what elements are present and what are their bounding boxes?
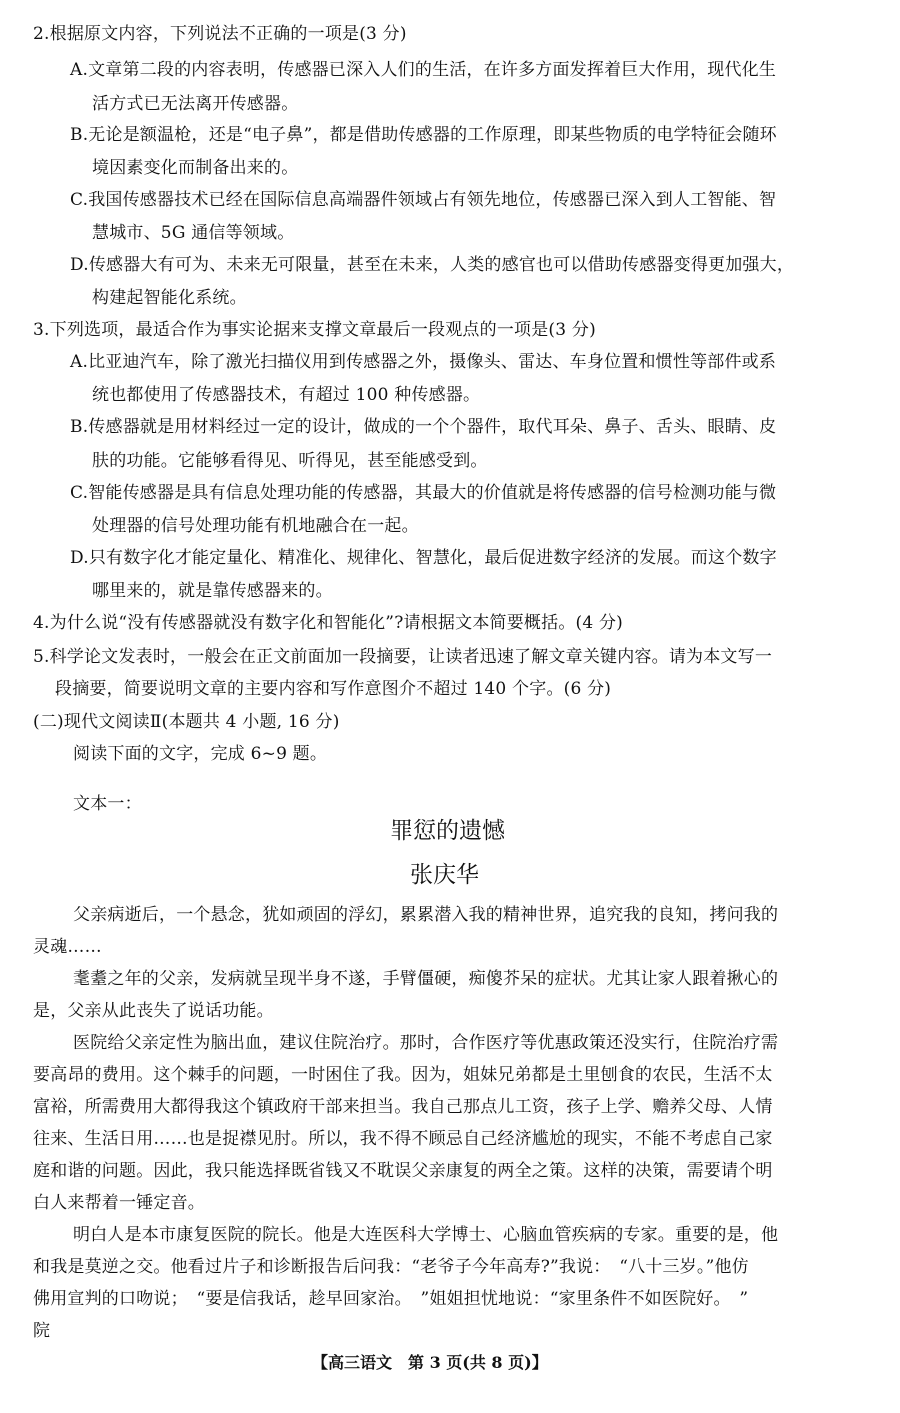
text-label: 文本一： — [73, 794, 142, 814]
question-4-stem: 4.为什么说“没有传感器就没有数字化和智能化”?请根据文本简要概括。(4 分) — [33, 613, 623, 633]
q3-option-b-line1: B.传感器就是用材料经过一定的设计，做成的一个个器件，取代耳朵、鼻子、舌头、眼睛、皮 — [70, 417, 777, 437]
q3-option-a-line2: 统也都使用了传感器技术，有超过 100 种传感器。 — [92, 385, 481, 405]
q2-option-a-line2: 活方式已无法离开传感器。 — [92, 94, 299, 114]
paragraph-1-line1: 父亲病逝后，一个悬念，犹如顽固的浮幻，累累潜入我的精神世界，追究我的良知，拷问我的 — [73, 905, 779, 925]
paragraph-4-line2: 和我是莫逆之交。他看过片子和诊断报告后问我：“老爷子今年高寿?”我说： “八十三岁。”他仿 — [33, 1257, 749, 1277]
paragraph-4-line1: 明白人是本市康复医院的院长。他是大连医科大学博士、心脑血管疾病的专家。重要的是，他 — [73, 1225, 779, 1245]
q3-option-d-line1: D.只有数字化才能定量化、精准化、规律化、智慧化，最后促进数字经济的发展。而这个数字 — [70, 548, 777, 568]
q2-option-c-line1: C.我国传感器技术已经在国际信息高端器件领域占有领先地位，传感器已深入到人工智能、智 — [70, 190, 777, 210]
q2-option-b-line2: 境因素变化而制备出来的。 — [92, 158, 299, 178]
paragraph-3-line6: 白人来帮着一锤定音。 — [33, 1193, 205, 1213]
paragraph-2-line2: 是，父亲从此丧失了说话功能。 — [33, 1001, 274, 1021]
q2-option-a-line1: A.文章第二段的内容表明，传感器已深入人们的生活，在许多方面发挥着巨大作用，现代化生 — [70, 60, 777, 80]
q2-option-b-line1: B.无论是额温枪，还是“电子鼻”，都是借助传感器的工作原理，即某些物质的电学特征会随环 — [70, 125, 777, 145]
paragraph-3-line1: 医院给父亲定性为脑出血，建议住院治疗。那时，合作医疗等优惠政策还没实行，住院治疗需 — [73, 1033, 779, 1053]
paragraph-3-line3: 富裕，所需费用大都得我这个镇政府干部来担当。我自己那点儿工资，孩子上学、赡养父母、人情 — [33, 1097, 773, 1117]
question-5-stem-line2: 段摘要，简要说明文章的主要内容和写作意图介不超过 140 个字。(6 分) — [55, 679, 612, 699]
q2-option-c-line2: 慧城市、5G 通信等领域。 — [92, 223, 295, 243]
section-heading: (二)现代文阅读Ⅱ(本题共 4 小题, 16 分) — [33, 712, 340, 732]
q2-option-d-line1: D.传感器大有可为、未来无可限量，甚至在未来，人类的感官也可以借助传感器变得更加强大， — [70, 255, 795, 275]
paragraph-3-line4: 往来、生活日用……也是捉襟见肘。所以，我不得不顾忌自己经济尴尬的现实，不能不考虑自己家 — [33, 1129, 773, 1149]
paragraph-2-line1: 耄耋之年的父亲，发病就呈现半身不遂，手臂僵硬，痴傻芥呆的症状。尤其让家人跟着揪心的 — [73, 969, 779, 989]
question-3-stem: 3.下列选项，最适合作为事实论据来支撑文章最后一段观点的一项是(3 分) — [33, 320, 596, 340]
paragraph-3-line2: 要高昂的费用。这个棘手的问题，一时困住了我。因为，姐妹兄弟都是土里刨食的农民，生活不太 — [33, 1065, 773, 1085]
paragraph-1-line2: 灵魂…… — [33, 937, 102, 957]
question-5-stem-line1: 5.科学论文发表时，一般会在正文前面加一段摘要，让读者迅速了解文章关键内容。请为本文写一 — [33, 647, 773, 667]
q3-option-b-line2: 肤的功能。它能够看得见、听得见，甚至能感受到。 — [92, 451, 488, 471]
article-title: 罪愆的遗憾 — [390, 818, 505, 844]
q3-option-d-line2: 哪里来的，就是靠传感器来的。 — [92, 581, 333, 601]
paragraph-4-line3: 佛用宣判的口吻说； “要是信我话，趁早回家治。 ”姐姐担忧地说：“家里条件不如医院好。 ” — [33, 1289, 749, 1309]
q3-option-c-line2: 处理器的信号处理功能有机地融合在一起。 — [92, 516, 419, 536]
q2-option-d-line2: 构建起智能化系统。 — [92, 288, 247, 308]
question-2-stem: 2.根据原文内容，下列说法不正确的一项是(3 分) — [33, 24, 407, 44]
q3-option-a-line1: A.比亚迪汽车，除了激光扫描仪用到传感器之外，摄像头、雷达、车身位置和惯性等部件或系 — [70, 352, 777, 372]
reading-instruction: 阅读下面的文字，完成 6~9 题。 — [73, 744, 328, 764]
page-footer: 【高三语文 第 3 页(共 8 页)】 — [312, 1353, 548, 1372]
article-author: 张庆华 — [410, 862, 479, 888]
paragraph-4-line4: 院 — [33, 1321, 51, 1341]
paragraph-3-line5: 庭和谐的问题。因此，我只能选择既省钱又不耽误父亲康复的两全之策。这样的决策，需要请个明 — [33, 1161, 773, 1181]
q3-option-c-line1: C.智能传感器是具有信息处理功能的传感器，其最大的价值就是将传感器的信号检测功能与微 — [70, 483, 777, 503]
